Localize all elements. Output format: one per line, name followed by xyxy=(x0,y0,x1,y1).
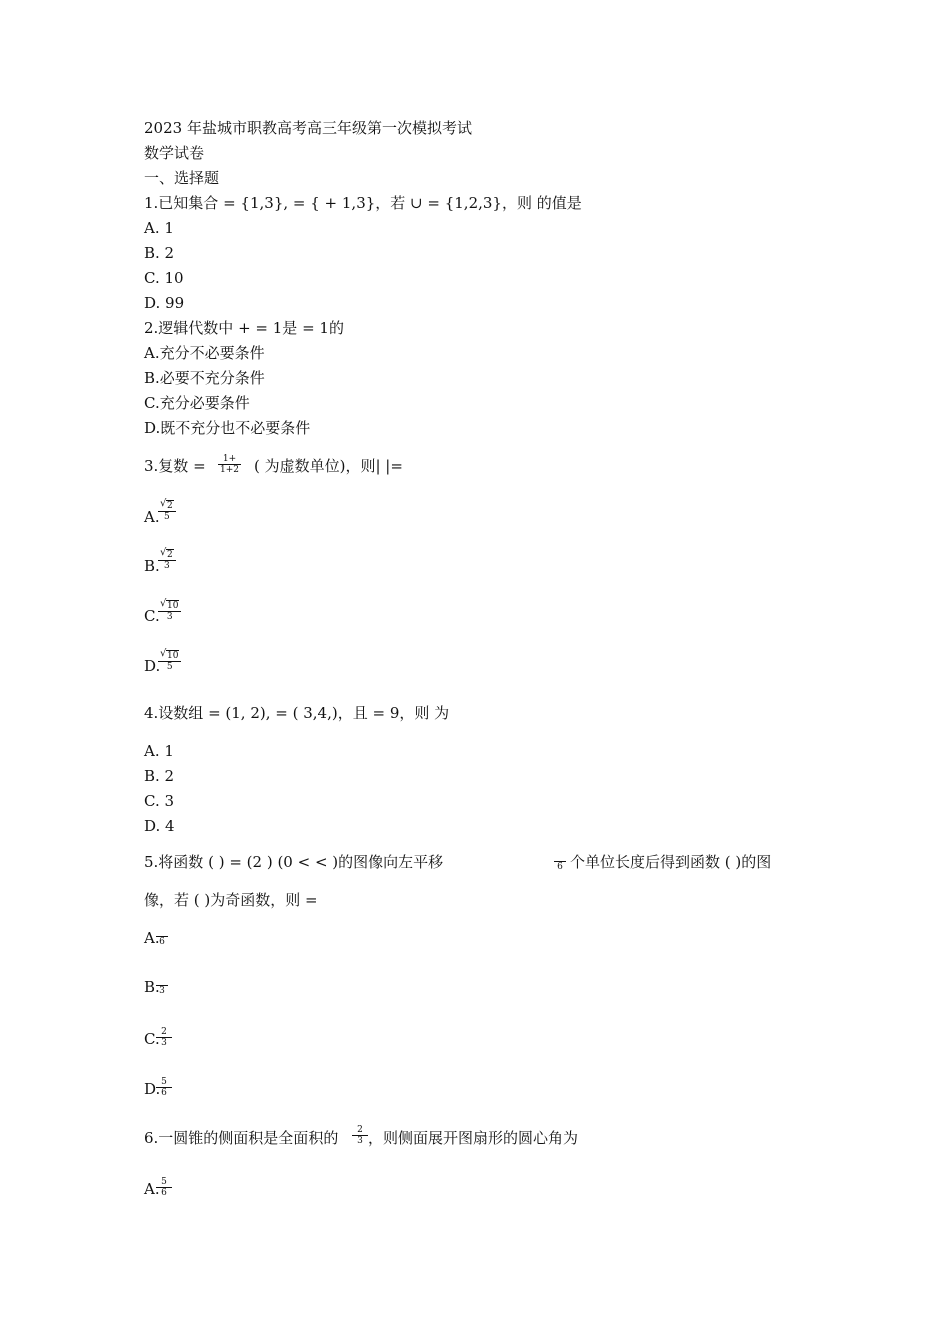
question-4-option-d: D. 4 xyxy=(144,817,175,835)
fraction-denominator: 6 xyxy=(159,937,165,947)
question-5-option-b-fraction xyxy=(156,978,168,996)
question-3-option-c-label: C. xyxy=(144,607,160,625)
exam-title: 2023 年盐城市职教高考高三年级第一次模拟考试 xyxy=(144,119,472,137)
question-1-option-b: B. 2 xyxy=(144,244,175,262)
question-3-option-c-fraction xyxy=(158,600,181,622)
fraction-denominator: 3 xyxy=(161,1038,167,1048)
fraction-denominator: 3 xyxy=(159,986,165,996)
question-2-stem: 2.逻辑代数中 + = 1是 = 1的 xyxy=(144,319,344,337)
question-6-option-a-fraction xyxy=(156,1177,172,1198)
question-3-stem-post: ( 为虚数单位)，则| |= xyxy=(254,457,403,475)
question-1-option-c: C. 10 xyxy=(144,269,184,287)
radicand: 2 xyxy=(167,501,173,511)
fraction-denominator: 3 xyxy=(164,561,170,571)
question-6-fraction xyxy=(352,1125,368,1146)
question-4-option-b: B. 2 xyxy=(144,767,175,785)
fraction-denominator: 6 xyxy=(161,1188,167,1198)
fraction-denominator: 1+2 xyxy=(220,465,239,475)
question-5-option-a-label: A. xyxy=(144,929,160,947)
exam-subtitle: 数学试卷 xyxy=(144,144,205,162)
fraction-numerator: 2 xyxy=(352,1125,368,1136)
question-6-stem-a: 6.一圆锥的侧面积是全面积的 xyxy=(144,1129,339,1147)
fraction-bar xyxy=(156,978,168,986)
radicand: 2 xyxy=(167,550,173,560)
question-3-stem-pre: 3.复数 = xyxy=(144,457,206,475)
question-2-option-c: C.充分必要条件 xyxy=(144,394,250,412)
question-5-stem-a: 5.将函数 ( ) = (2 ) (0 < < )的图像向左平移 xyxy=(144,853,444,871)
question-3-option-d-label: D. xyxy=(144,657,161,675)
question-1-option-d: D. 99 xyxy=(144,294,185,312)
question-3-option-b-fraction xyxy=(158,549,176,571)
fraction-numerator: 5 xyxy=(156,1177,172,1188)
question-4-option-c: C. 3 xyxy=(144,792,175,810)
question-2-option-b: B.必要不充分条件 xyxy=(144,369,265,387)
question-5-option-d-label: D. xyxy=(144,1080,161,1098)
fraction-denominator: 3 xyxy=(166,612,173,622)
question-3-option-a-label: A. xyxy=(144,508,160,526)
question-5-option-a-fraction xyxy=(156,929,168,947)
fraction-denominator: 3 xyxy=(357,1136,363,1146)
question-5-option-c-label: C. xyxy=(144,1030,160,1048)
question-4-option-a: A. 1 xyxy=(144,742,174,760)
question-3-option-d-fraction xyxy=(158,650,181,672)
question-5-option-c-fraction xyxy=(156,1027,172,1048)
question-5-stem-c: 像，若 ( )为奇函数，则 = xyxy=(144,891,318,909)
question-6-option-a-label: A. xyxy=(144,1180,160,1198)
question-2-option-a: A.充分不必要条件 xyxy=(144,344,265,362)
fraction-denominator: 6 xyxy=(557,862,563,872)
radicand: 10 xyxy=(167,651,179,661)
fraction-denominator: 5 xyxy=(164,512,170,522)
question-1-stem: 1.已知集合 = {1,3}, = { + 1,3}，若 ∪ = {1,2,3}，则 的值是 xyxy=(144,194,582,212)
question-3-option-b-label: B. xyxy=(144,557,160,575)
question-2-option-d: D.既不充分也不必要条件 xyxy=(144,419,311,437)
fraction-denominator: 6 xyxy=(161,1088,167,1098)
question-6-stem-b: ，则侧面展开图扇形的圆心角为 xyxy=(368,1129,579,1147)
fraction-numerator: 1+ xyxy=(218,454,241,465)
fraction-bar xyxy=(554,854,566,862)
question-4-stem: 4.设数组 = (1, 2), = ( 3,4,)，且 = 9，则 为 xyxy=(144,704,450,722)
fraction-bar xyxy=(156,929,168,937)
question-5-stem-b: 个单位长度后得到函数 ( )的图 xyxy=(570,853,772,871)
question-5-option-d-fraction xyxy=(156,1077,172,1098)
question-3-fraction xyxy=(218,454,241,475)
section-heading: 一、选择题 xyxy=(144,169,220,187)
fraction-numerator: 5 xyxy=(156,1077,172,1088)
question-1-option-a: A. 1 xyxy=(144,219,174,237)
fraction-denominator: 5 xyxy=(166,662,173,672)
radicand: 10 xyxy=(167,601,179,611)
question-3-option-a-fraction xyxy=(158,500,176,522)
question-5-option-b-label: B. xyxy=(144,978,160,996)
question-5-shift-fraction xyxy=(554,854,566,872)
fraction-numerator: 2 xyxy=(156,1027,172,1038)
